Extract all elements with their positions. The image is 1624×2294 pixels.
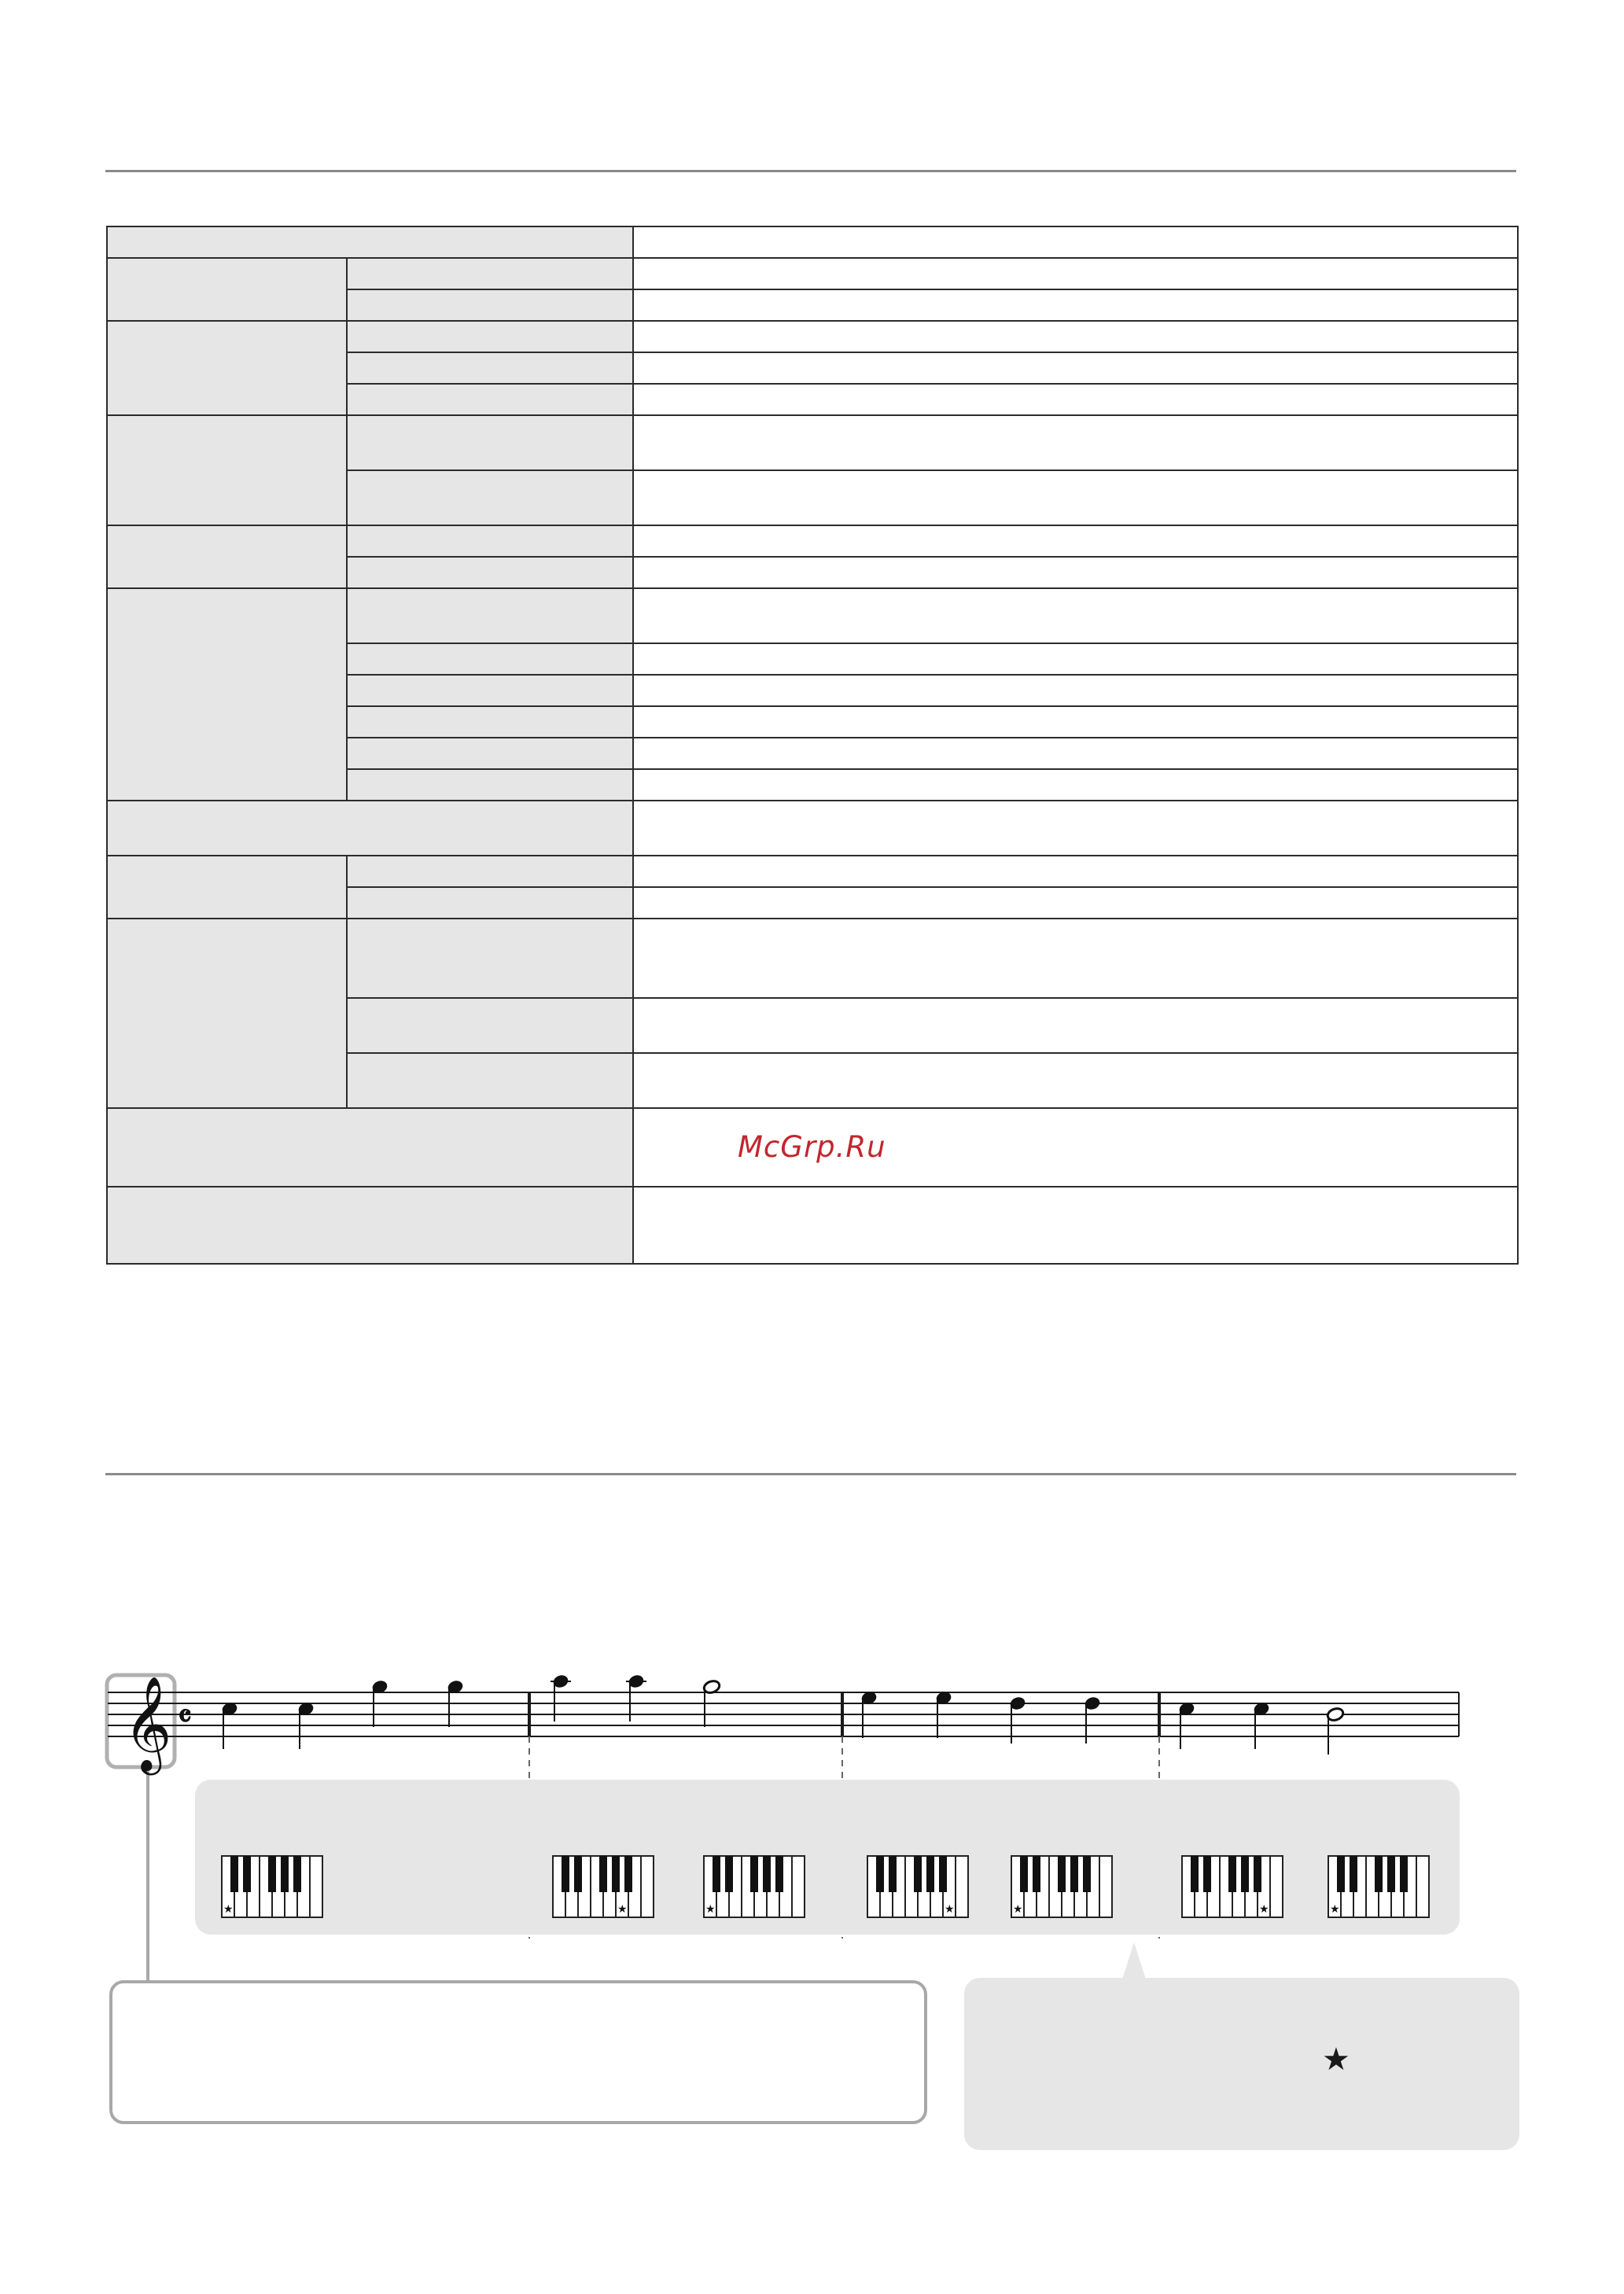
table-row [107,801,1518,856]
section-rule-top [105,170,1516,172]
table-cell [633,998,1518,1053]
black-key [1058,1856,1066,1892]
table-cell [633,352,1518,384]
black-key [281,1856,289,1892]
star-marker: ★ [1330,1903,1340,1916]
star-marker: ★ [1013,1903,1023,1916]
black-key [268,1856,276,1892]
black-key [914,1856,922,1892]
black-key [230,1856,238,1892]
table-cell [633,321,1518,352]
black-key [1254,1856,1261,1892]
table-cell [633,557,1518,588]
table-sub-label [347,588,633,643]
table-row-label [107,1187,633,1264]
table-sub-label [347,321,633,352]
table-header-value [633,226,1518,258]
table-group-label [107,415,347,525]
star-marker: ★ [617,1903,628,1916]
specifications-table [106,226,1519,1265]
table-row [107,226,1518,258]
black-key [763,1856,771,1892]
table-cell [633,769,1518,801]
star-marker: ★ [705,1903,716,1916]
table-sub-label [347,258,633,289]
table-cell [633,1053,1518,1108]
black-key [725,1856,733,1892]
table-sub-label [347,470,633,525]
keyboard-diagram [704,1856,805,1917]
table-sub-label [347,706,633,738]
table-sub-label [347,856,633,887]
black-key [1228,1856,1236,1892]
table-cell [633,258,1518,289]
black-key [562,1856,569,1892]
white-key [641,1856,654,1917]
table-cell [633,384,1518,415]
black-key [1375,1856,1383,1892]
table-cell [633,919,1518,998]
treble-clef-icon: 𝄞 [123,1675,172,1771]
table-group-label [107,258,347,321]
table-sub-label [347,525,633,557]
table-sub-label [347,919,633,998]
table-row [107,856,1518,887]
table-sub-label [347,738,633,769]
black-key [1033,1856,1040,1892]
table-cell [633,887,1518,919]
staff-lines [108,1692,1459,1736]
table-sub-label [347,887,633,919]
table-group-label [107,588,347,801]
star-marker: ★ [945,1903,955,1916]
keyboard-diagram [1011,1856,1112,1917]
black-key [1020,1856,1028,1892]
table-row [107,1187,1518,1264]
black-key [1070,1856,1078,1892]
table-sub-label [347,352,633,384]
table-sub-label [347,643,633,675]
table-cell [633,588,1518,643]
table-cell [633,706,1518,738]
table-group-label [107,856,347,919]
table-sub-label [347,769,633,801]
table-row-label [107,1108,633,1187]
star-marker: ★ [223,1903,234,1916]
black-key [775,1856,783,1892]
black-key [1400,1856,1408,1892]
keyboard-diagram [222,1856,322,1917]
table-row [107,588,1518,643]
common-time-icon: 𝄴 [178,1698,192,1735]
black-key [1350,1856,1357,1892]
black-key [612,1856,620,1892]
table-cell [633,856,1518,887]
black-key [1191,1856,1199,1892]
white-key [1099,1856,1112,1917]
star-icon: ★ [1322,2042,1350,2078]
table-row-label [107,801,633,856]
black-key [1203,1856,1211,1892]
note-half [1326,1707,1345,1755]
white-key [310,1856,322,1917]
star-marker: ★ [1259,1903,1269,1916]
table-sub-label [347,384,633,415]
table-cell [633,415,1518,470]
keyboard-diagram [1182,1856,1283,1917]
black-key [1387,1856,1395,1892]
black-key [939,1856,947,1892]
table-cell [633,738,1518,769]
keyboard-callout-box [964,1978,1519,2150]
black-key [750,1856,758,1892]
table-row [107,258,1518,289]
table-sub-label [347,289,633,321]
keyboard-diagram [867,1856,968,1917]
table-group-label [107,321,347,415]
black-key [876,1856,884,1892]
table-sub-label [347,1053,633,1108]
black-key [1083,1856,1091,1892]
black-key [243,1856,251,1892]
table-cell [633,643,1518,675]
table-cell [633,525,1518,557]
table-cell [633,801,1518,856]
section-rule-middle [105,1473,1516,1475]
white-key [792,1856,805,1917]
table-cell [633,1187,1518,1264]
table-sub-label [347,998,633,1053]
table-sub-label [347,557,633,588]
table-header-label [107,226,633,258]
white-key [956,1856,968,1917]
table-row [107,919,1518,998]
white-key [1270,1856,1283,1917]
black-key [293,1856,301,1892]
black-key [713,1856,720,1892]
table-group-label [107,525,347,588]
table-group-label [107,919,347,1108]
table-row [107,415,1518,470]
music-score-figure [0,1651,1624,1982]
black-key [599,1856,607,1892]
clef-callout-box [109,1980,927,2124]
table-row [107,525,1518,557]
watermark: McGrp.Ru [738,1130,886,1164]
black-key [1337,1856,1345,1892]
keyboard-diagram [553,1856,654,1917]
black-key [926,1856,934,1892]
table-sub-label [347,675,633,706]
white-key [1416,1856,1429,1917]
table-cell [633,470,1518,525]
table-cell [633,675,1518,706]
table-cell [633,289,1518,321]
black-key [1241,1856,1249,1892]
table-sub-label [347,415,633,470]
black-key [574,1856,582,1892]
keyboard-diagram [1328,1856,1429,1917]
table-row [107,321,1518,352]
black-key [889,1856,897,1892]
black-key [624,1856,632,1892]
